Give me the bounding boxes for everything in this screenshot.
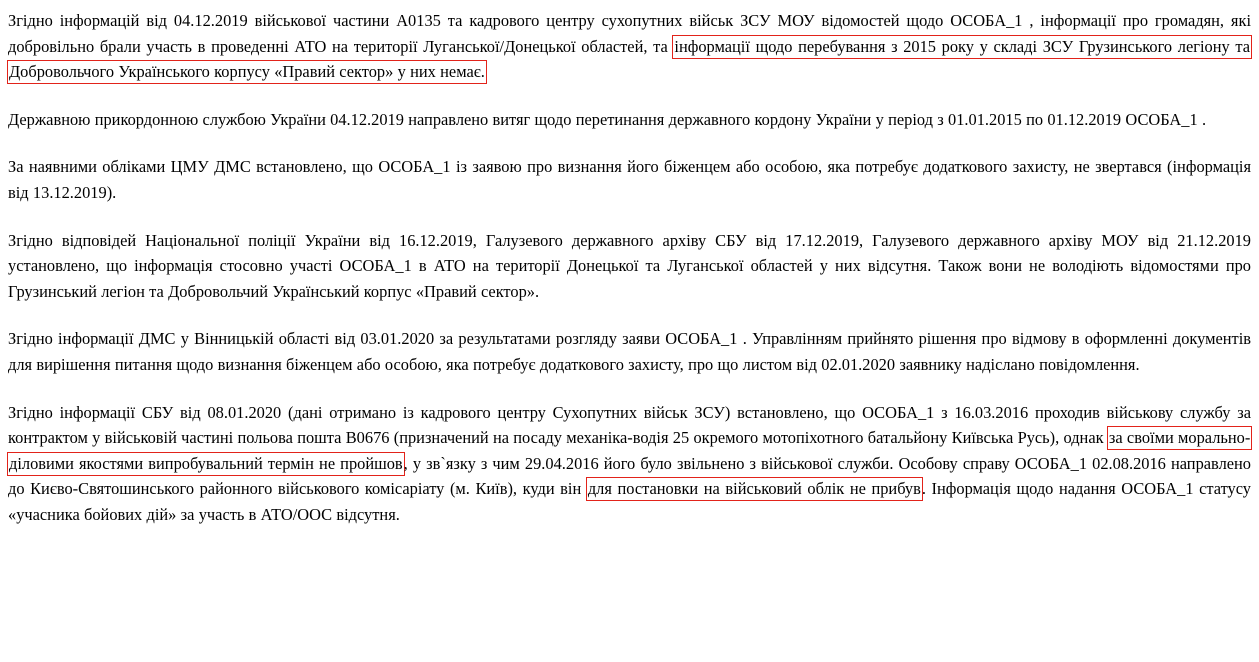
highlighted-text: інформації щодо перебування з 2015 року у складі ЗСУ Грузинського легіону та Добровольчого Українського корпусу «Правий сектор» у них немає. [9,36,1250,82]
paragraph-text: Державною прикордонною службою України 04.12.2019 направлено витяг щодо перетинання державного кордону України у період з 01.01.2015 по 01.12.2019 ОСОБА_1 . [8,109,1207,129]
highlighted-text: за своїми морально-діловими якостями випробувальний термін не пройшов [9,428,1251,473]
paragraph [8,8,1251,85]
paragraph-text: , у зв`язку з чим 29.04.2016 його було звільнено з військової служби. Особову справу ОСОБА_1 02.08.2016 направлено до Києво-Святошинського районного військового комісаріату (м. Київ), куди він [8,453,1251,499]
paragraph-text: За наявними обліками ЦМУ ДМС встановлено, що ОСОБА_1 із заявою про визнання його біженцем або особою, яка потребує додаткового захисту, не звертався (інформація від 13.12.2019). [8,157,1251,202]
paragraph-text: Згідно інформації ДМС у Вінницькій області від 03.01.2020 за результатами розгляду заяви ОСОБА_1 . Управлінням прийнято рішення про відмову в оформленні документів для вирішення питання щодо визнання біженцем або особою, яка потребує додаткового захисту, про що листом від 02.01.2020 заявнику надіслано повідомлення. [8,329,1251,374]
paragraph-text: Згідно інформації СБУ від 08.01.2020 (дані отримано із кадрового центру Сухопутних військ ЗСУ) встановлено, що ОСОБА_1 з 16.03.2016 проходив військову службу за контрактом у військовій частині польова пошта В0676 (призначений на посаду механіка-водія 25 окремого мотопіхотного батальйону Київська Русь), однак [8,402,1251,448]
paragraph-text: Згідно відповідей Національної поліції України від 16.12.2019, Галузевого державного архіву СБУ від 17.12.2019, Галузевого державного архіву МОУ від 21.12.2019 установлено, що інформація стосовно участі ОСОБА_1 в АТО на території Донецької та Луганської областей у них відсутня. Також вони не володіють відомостями про Грузинський легіон та Добровольчий Український корпус «Правий сектор». [8,230,1251,301]
paragraph [8,154,1251,205]
paragraph [8,107,1251,133]
paragraph-text: . Інформація щодо надання ОСОБА_1 статусу «учасника бойових дій» за участь в АТО/ООС відсутня. [8,479,1251,524]
paragraph [8,326,1251,377]
document-body [8,8,1251,528]
paragraph-text: Згідно інформацій від 04.12.2019 військової частини А0135 та кадрового центру сухопутних військ ЗСУ МОУ відомостей щодо ОСОБА_1 , інформації про громадян, які добровільно брали участь в проведенні АТО на території Луганської/Донецької областей, та [8,11,1251,56]
paragraph [8,228,1251,305]
highlighted-text: для постановки на військовий облік не прибув [587,479,921,499]
paragraph [8,400,1251,528]
